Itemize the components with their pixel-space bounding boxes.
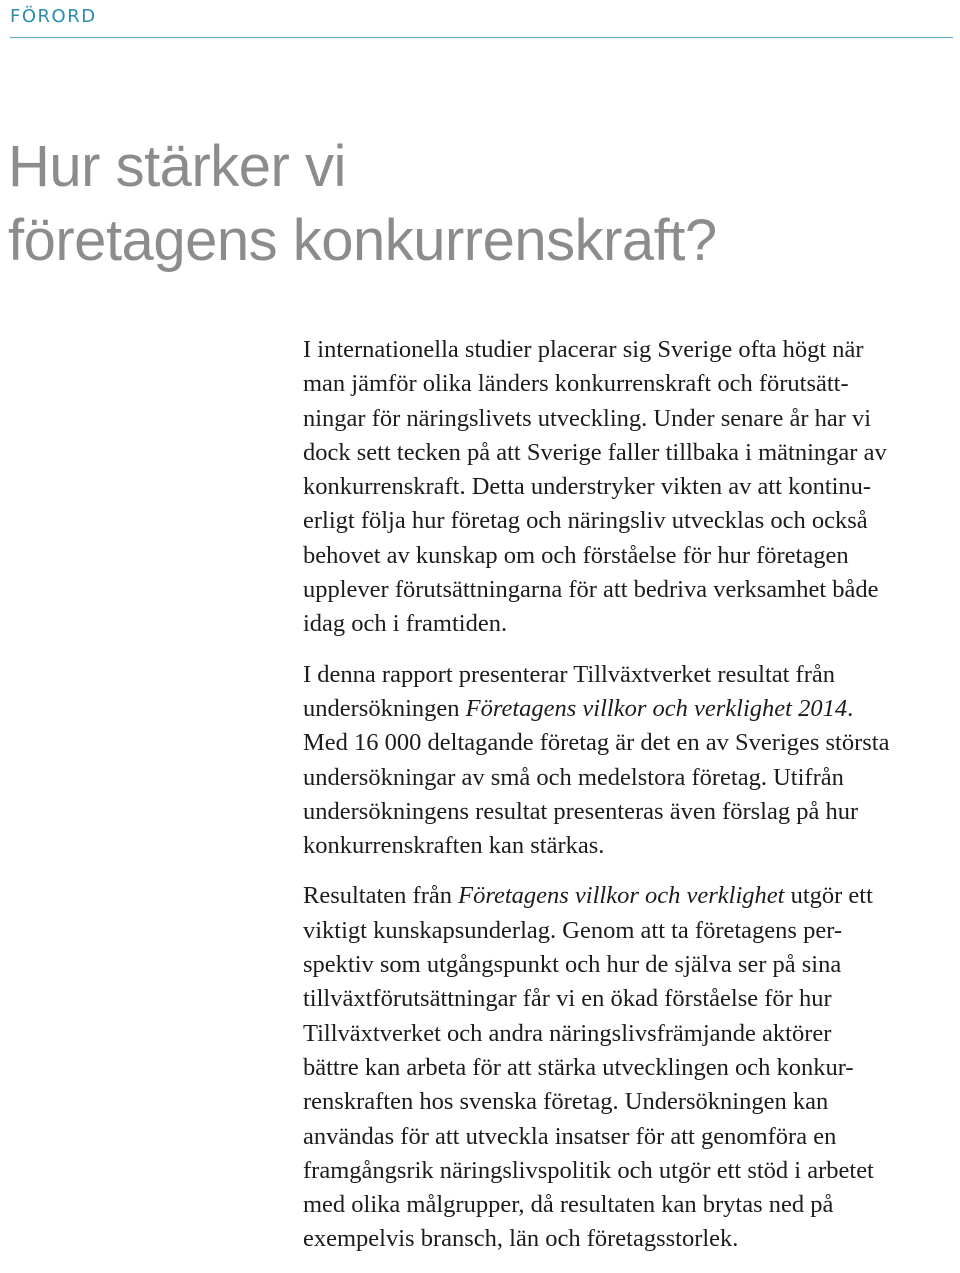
report-title-italic: Företagens villkor och verklighet <box>458 882 785 910</box>
text-line: konkurrenskraften kan stärkas. <box>303 832 605 860</box>
text-run: . <box>847 694 854 722</box>
text-line: konkurrenskraft. Detta understryker vikten av att kontinu- <box>303 473 872 501</box>
text-line: erligt följa hur företag och näringsliv utvecklas och också <box>303 507 868 535</box>
text-line: Tillväxtverket och andra näringslivsfrämjande aktörer <box>303 1019 832 1047</box>
paragraph-2 <box>303 658 960 864</box>
text-run: Resultaten från <box>303 882 459 910</box>
paragraph-3 <box>303 879 960 1256</box>
title-line-2: företagens konkurrenskraft? <box>8 208 717 273</box>
text-line: idag och i framtiden. <box>303 610 508 638</box>
page-title <box>8 130 717 278</box>
text-line: dock sett tecken på att Sverige faller tillbaka i mätningar av <box>303 438 887 466</box>
text-line: behovet av kunskap om och förståelse för hur företagen <box>303 541 849 569</box>
text-line: upplever förutsättningarna för att bedriva verksamhet både <box>303 576 879 604</box>
text-line: renskraften hos svenska företag. Undersökningen kan <box>303 1088 829 1116</box>
header-divider <box>10 37 953 38</box>
text-line <box>303 879 960 913</box>
report-title-italic: Företagens villkor och verklighet 2014 <box>465 694 848 722</box>
text-line: med olika målgrupper, då resultaten kan brytas ned på <box>303 1191 834 1219</box>
text-line: viktigt kunskapsunderlag. Genom att ta företagens per- <box>303 916 843 944</box>
text-line: framgångsrik näringslivspolitik och utgör ett stöd i arbetet <box>303 1156 874 1184</box>
text-line: tillväxtförutsättningar får vi en ökad förståelse för hur <box>303 985 832 1013</box>
text-line: man jämför olika länders konkurrenskraft och förutsätt- <box>303 370 849 398</box>
paragraph-1 <box>303 333 960 642</box>
section-label: FÖRORD <box>10 6 97 27</box>
text-line: exempelvis bransch, län och företagsstorlek. <box>303 1225 739 1253</box>
text-line: Med 16 000 deltagande företag är det en av Sveriges största <box>303 729 890 757</box>
title-line-1: Hur stärker vi <box>8 134 346 199</box>
text-line: undersökningens resultat presenteras även förslag på hur <box>303 797 859 825</box>
text-line: I denna rapport presenterar Tillväxtverket resultat från <box>303 660 836 688</box>
text-line: ningar för näringslivets utveckling. Under senare år har vi <box>303 404 872 432</box>
text-line: bättre kan arbeta för att stärka utvecklingen och konkur- <box>303 1053 854 1081</box>
body-text <box>303 333 960 1273</box>
text-line: användas för att utveckla insatser för att genomföra en <box>303 1122 837 1150</box>
text-run: utgör ett <box>784 882 873 910</box>
text-line: undersökningar av små och medelstora företag. Utifrån <box>303 763 844 791</box>
text-line: spektiv som utgångspunkt och hur de själva ser på sina <box>303 951 842 979</box>
text-line: I internationella studier placerar sig Sverige ofta högt när <box>303 336 864 363</box>
text-run: undersökningen <box>303 694 466 722</box>
text-line <box>303 692 960 726</box>
